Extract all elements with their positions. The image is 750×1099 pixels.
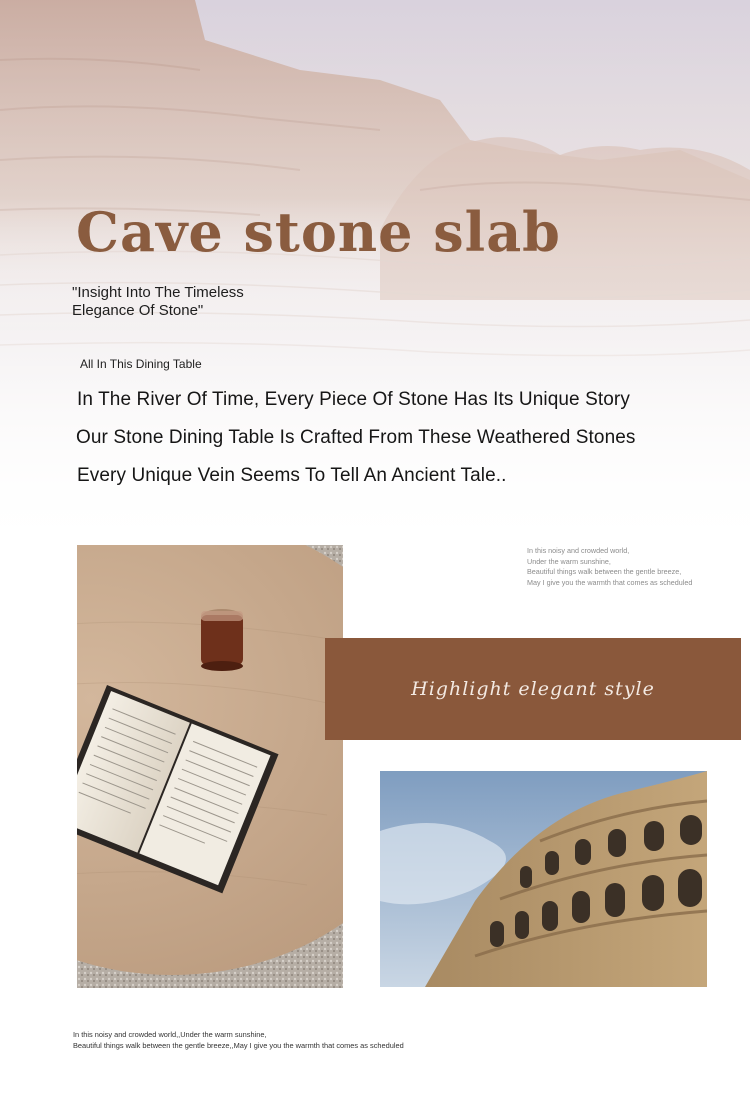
- style-banner: [325, 638, 741, 740]
- story-line-1: In The River Of Time, Every Piece Of Stone Has Its Unique Story: [77, 389, 630, 410]
- story-line-2: Our Stone Dining Table Is Crafted From These Weathered Stones: [76, 427, 636, 448]
- tagline-quote: [72, 284, 312, 320]
- side-poem: [527, 546, 742, 588]
- bottom-poem-line-1: In this noisy and crowded world,,Under the warm sunshine,: [73, 1030, 267, 1039]
- section-subhead: All In This Dining Table: [80, 357, 202, 371]
- colosseum-photo: [380, 771, 707, 987]
- side-poem-line: Beautiful things walk between the gentle breeze,: [527, 567, 682, 577]
- bottom-poem-line-2: Beautiful things walk between the gentle breeze,,May I give you the warmth that comes as scheduled: [73, 1040, 404, 1050]
- bottom-poem: [73, 1030, 404, 1051]
- style-banner-label: Highlight elegant style: [411, 678, 655, 700]
- tagline-line-2: Elegance Of Stone": [72, 302, 204, 319]
- page-title: Cave stone slab: [76, 200, 561, 264]
- tagline-line-1: "Insight Into The Timeless: [72, 284, 244, 301]
- table-photo: [77, 545, 343, 988]
- side-poem-line: May I give you the warmth that comes as scheduled: [527, 577, 693, 587]
- side-poem-line: Under the warm sunshine,: [527, 556, 611, 566]
- story-line-3: Every Unique Vein Seems To Tell An Ancient Tale..: [77, 465, 507, 486]
- side-poem-line: In this noisy and crowded world,: [527, 546, 630, 555]
